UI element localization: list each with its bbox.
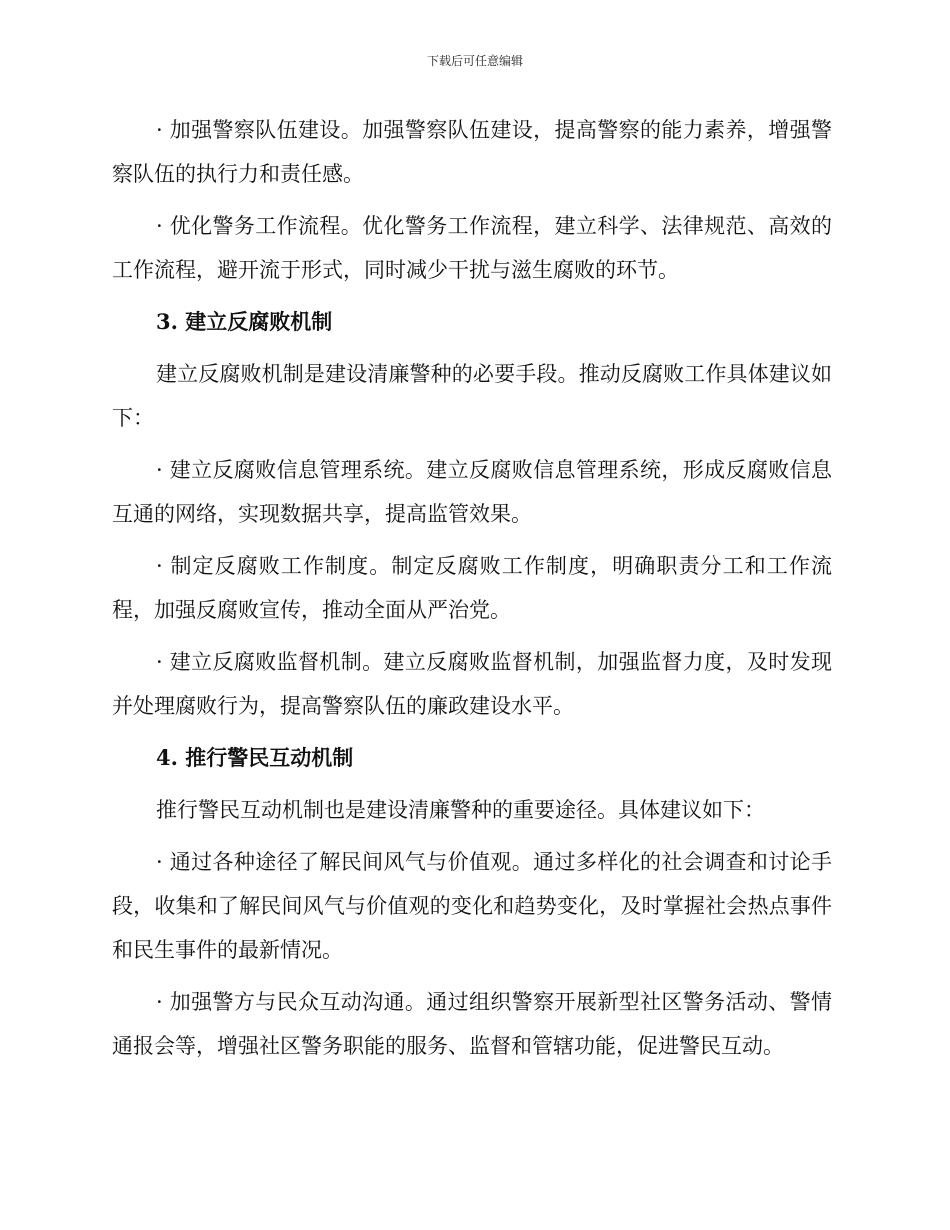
document-body	[112, 108, 832, 1076]
paragraph-anti-corruption-intro: 建立反腐败机制是建设清廉警种的必要手段。推动反腐败工作具体建议如下：	[112, 362, 832, 430]
bullet-supervision: · 建立反腐败监督机制。建立反腐败监督机制，加强监督力度，及时发现并处理腐败行为，提高警察队伍的廉政建设水平。	[112, 650, 832, 718]
bullet-info-system: · 建立反腐败信息管理系统。建立反腐败信息管理系统，形成反腐败信息互通的网络，实现数据共享，提高监管效果。	[112, 458, 832, 526]
section-heading-anti-corruption: 3. 建立反腐败机制	[156, 309, 333, 334]
section-heading-police-public: 4. 推行警民互动机制	[156, 745, 354, 770]
bullet-strengthen-police-team: · 加强警察队伍建设。加强警察队伍建设，提高警察的能力素养，增强警察队伍的执行力和责任感。	[112, 118, 832, 186]
bullet-work-rules: · 制定反腐败工作制度。制定反腐败工作制度，明确职责分工和工作流程，加强反腐败宣传，推动全面从严治党。	[112, 554, 832, 622]
paragraph-police-public-intro: 推行警民互动机制也是建设清廉警种的重要途径。具体建议如下：	[156, 798, 765, 822]
bullet-communication: · 加强警方与民众互动沟通。通过组织警察开展新型社区警务活动、警情通报会等，增强社区警务职能的服务、监督和管辖功能，促进警民互动。	[112, 990, 832, 1058]
page-header: 下载后可任意编辑	[426, 54, 523, 68]
bullet-optimize-workflow: · 优化警务工作流程。优化警务工作流程，建立科学、法律规范、高效的工作流程，避开流于形式，同时减少干扰与滋生腐败的环节。	[112, 214, 832, 282]
bullet-public-sentiment: · 通过各种途径了解民间风气与价值观。通过多样化的社会调查和讨论手段，收集和了解民间风气与价值观的变化和趋势变化，及时掌握社会热点事件和民生事件的最新情况。	[112, 850, 832, 962]
